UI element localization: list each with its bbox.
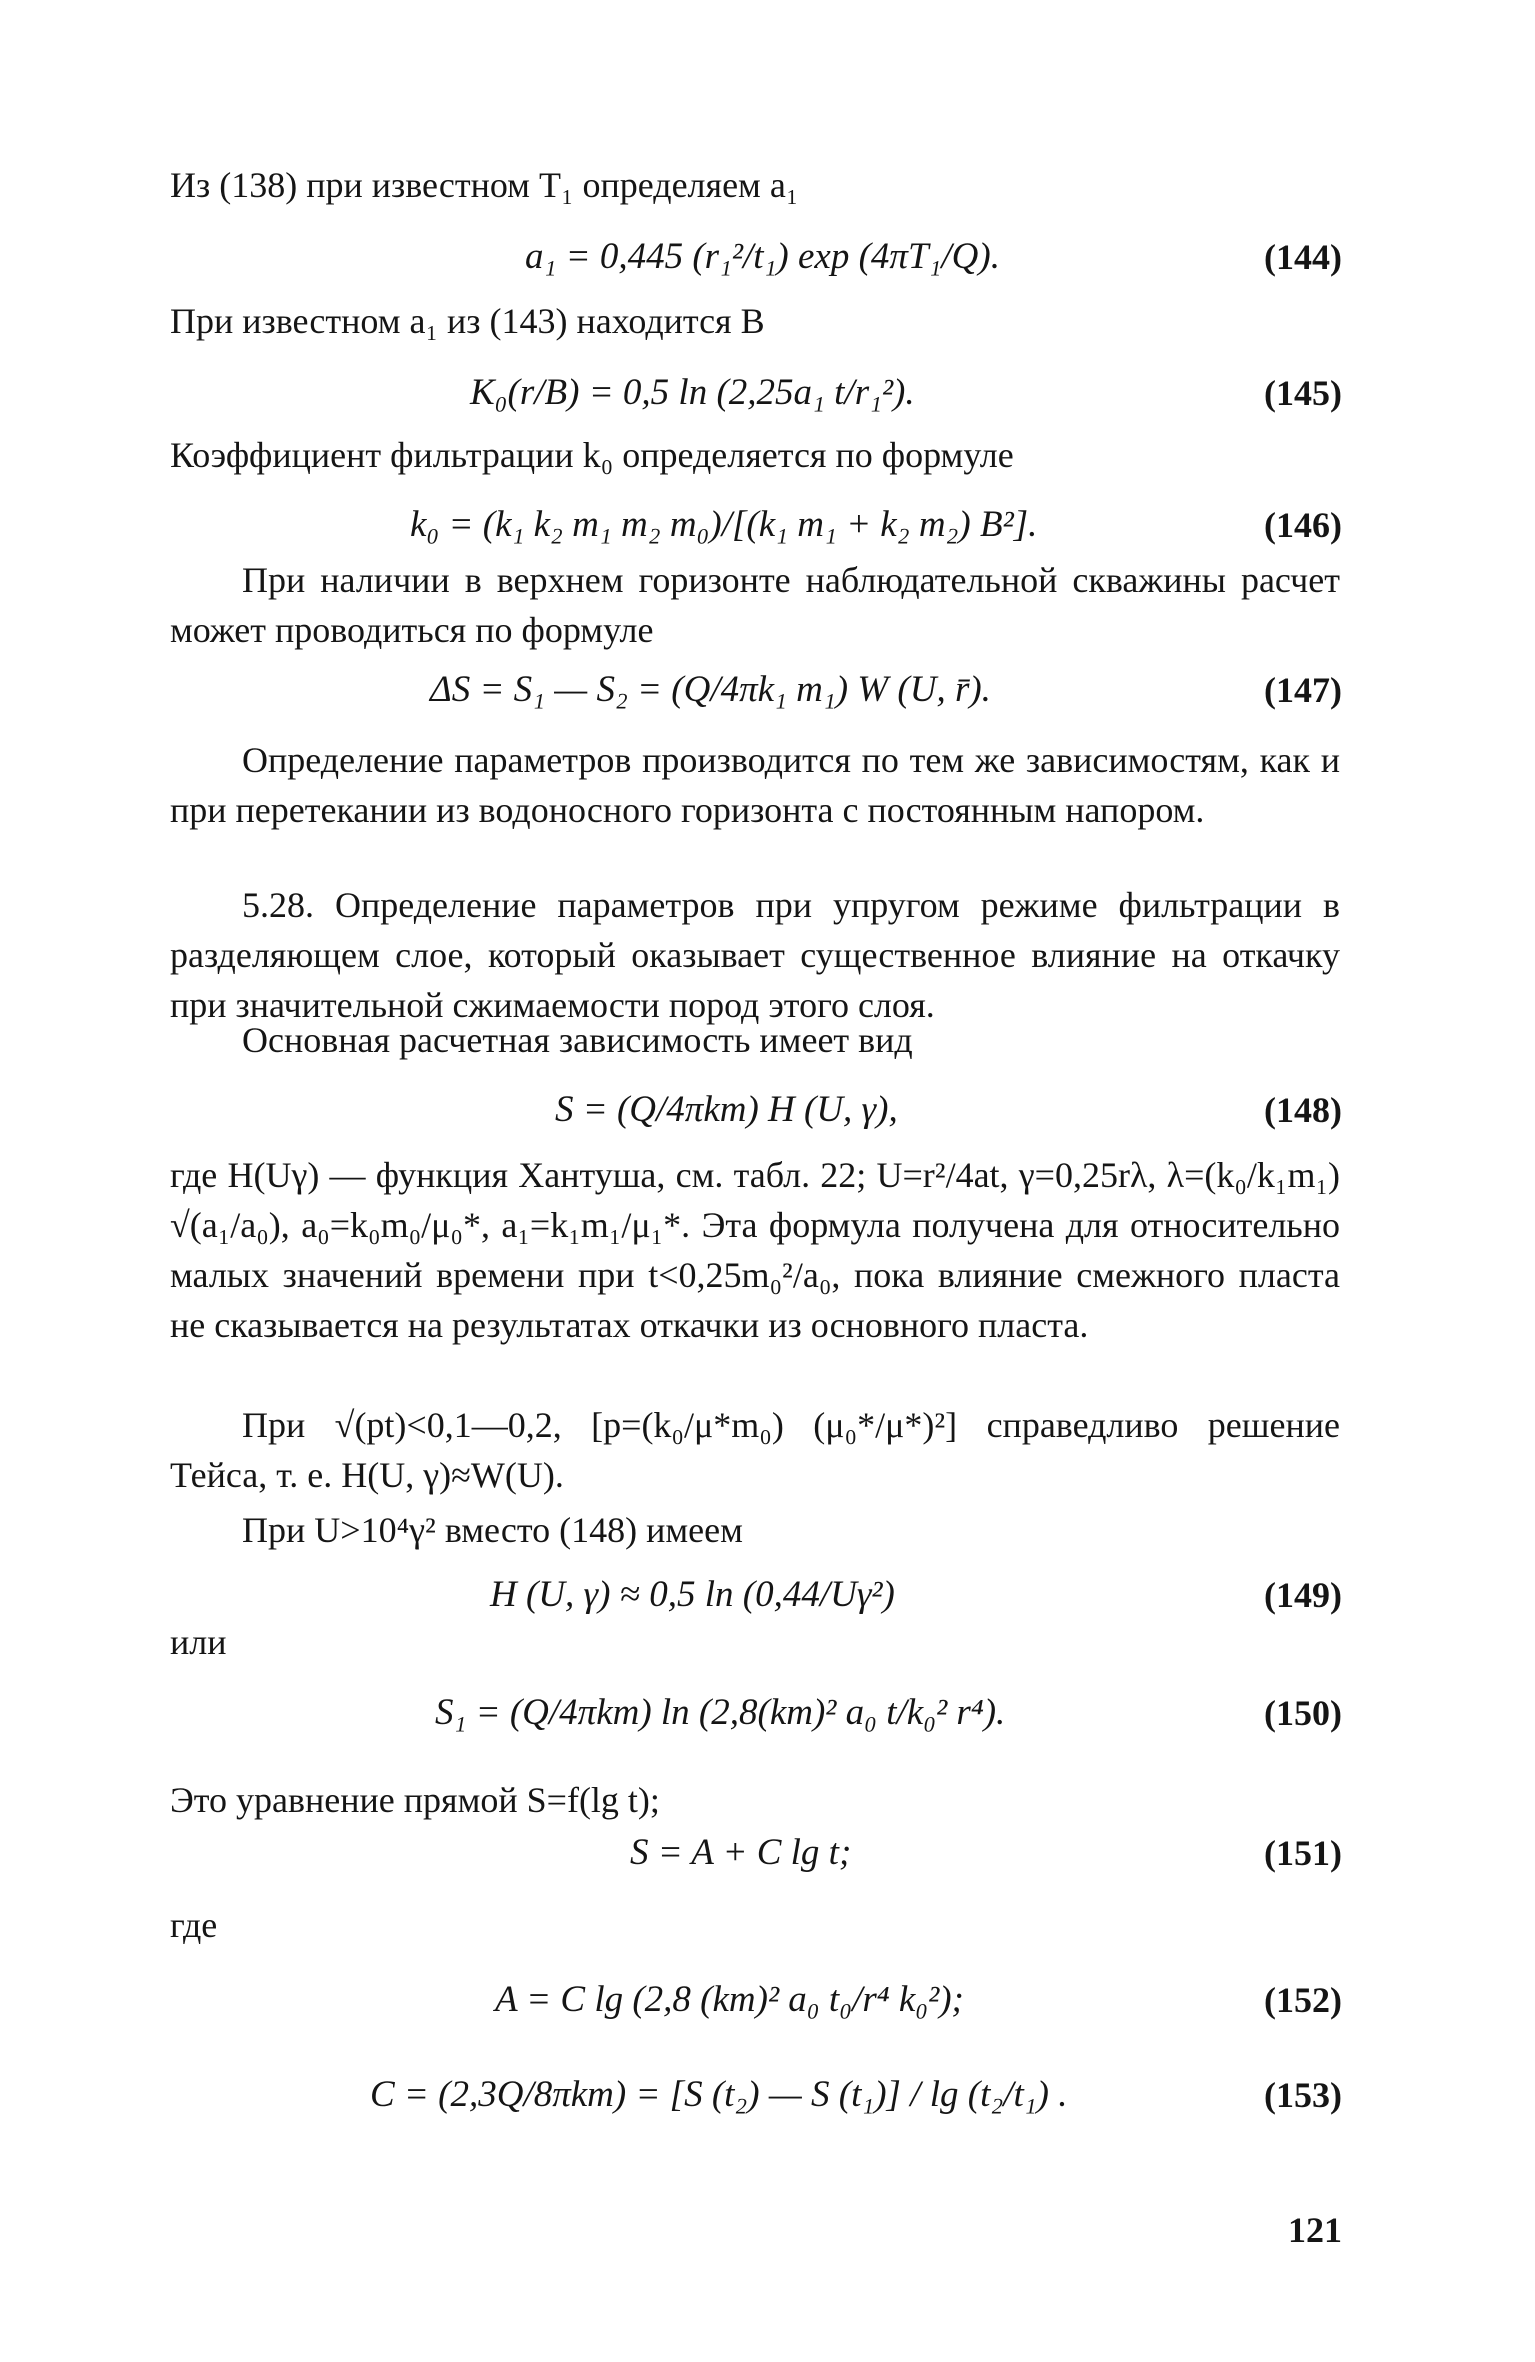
text-theis-condition: При √(pt)<0,1—0,2, [p=(k₀/μ*m₀) (μ₀*/μ*)²] справедливо решение Тейса, т. е. H(U, γ)≈W(U).	[170, 1405, 1340, 1495]
text-large-u: При U>10⁴γ² вместо (148) имеем	[242, 1510, 743, 1550]
equation-number-149: (149)	[1264, 1575, 1342, 1615]
equation-number-148: (148)	[1264, 1090, 1342, 1130]
equation-number-152: (152)	[1264, 1980, 1342, 2020]
equation-144: a₁ = 0,445 (r₁²/t₁) exp (4πT₁/Q).	[525, 236, 1000, 277]
text-straight-line: Это уравнение прямой S=f(lg t);	[170, 1780, 660, 1820]
equation-number-153: (153)	[1264, 2075, 1342, 2115]
equation-number-151: (151)	[1264, 1833, 1342, 1873]
text-hantush-definition: где H(Uγ) — функция Хантуша, см. табл. 22; U=r²/4at, γ=0,25rλ, λ=(k₀/k₁m₁) √(a₁/a₀), a₀=k₀m₀/μ₀*, a₁=k₁m₁/μ₁*. Эта формула получена для относительно малых значений времени при t<0,25m₀²/a₀, пока влияние смежного пласта не сказывается на результатах откачки из основного пласта.	[170, 1155, 1340, 1345]
equation-150: S₁ = (Q/4πkm) ln (2,8(km)² a₀ t/k₀² r⁴).	[435, 1692, 1006, 1733]
page-number: 121	[1288, 2210, 1342, 2250]
equation-149: H (U, γ) ≈ 0,5 ln (0,44/Uγ²)	[490, 1574, 895, 1615]
text-parameters: Определение параметров производится по тем же зависимостям, как и при перетекании из водоносного горизонта с постоянным напором.	[170, 740, 1340, 830]
equation-number-146: (146)	[1264, 505, 1342, 545]
text-section-5-28: 5.28. Определение параметров при упругом режиме фильтрации в разделяющем слое, который оказывает существенное влияние на откачку при значительной сжимаемости пород этого слоя.	[170, 885, 1340, 1025]
text-where: где	[170, 1905, 218, 1945]
text-k0-intro: Коэффициент фильтрации k₀ определяется по формуле	[170, 435, 1014, 475]
equation-153: C = (2,3Q/8πkm) = [S (t₂) — S (t₁)] / lg (t₂/t₁) .	[370, 2074, 1068, 2115]
equation-number-144: (144)	[1264, 237, 1342, 277]
text-intro: Из (138) при известном T₁ определяем a₁	[170, 165, 799, 205]
equation-145: K₀(r/B) = 0,5 ln (2,25a₁ t/r₁²).	[470, 372, 915, 413]
text-or: или	[170, 1622, 227, 1662]
equation-number-145: (145)	[1264, 373, 1342, 413]
equation-number-147: (147)	[1264, 670, 1342, 710]
text-observation-well: При наличии в верхнем горизонте наблюдательной скважины расчет может проводиться по формуле	[170, 560, 1340, 650]
equation-147: ΔS = S₁ — S₂ = (Q/4πk₁ m₁) W (U, r̄).	[430, 669, 991, 710]
equation-152: A = C lg (2,8 (km)² a₀ t₀/r⁴ k₀²);	[495, 1979, 964, 2020]
text-main-dependency: Основная расчетная зависимость имеет вид	[242, 1020, 913, 1060]
equation-146: k₀ = (k₁ k₂ m₁ m₂ m₀)/[(k₁ m₁ + k₂ m₂) B²].	[410, 504, 1038, 545]
equation-number-150: (150)	[1264, 1693, 1342, 1733]
equation-148: S = (Q/4πkm) H (U, γ),	[555, 1089, 898, 1130]
equation-151: S = A + C lg t;	[630, 1832, 852, 1873]
text-b-intro: При известном a₁ из (143) находится B	[170, 301, 765, 341]
